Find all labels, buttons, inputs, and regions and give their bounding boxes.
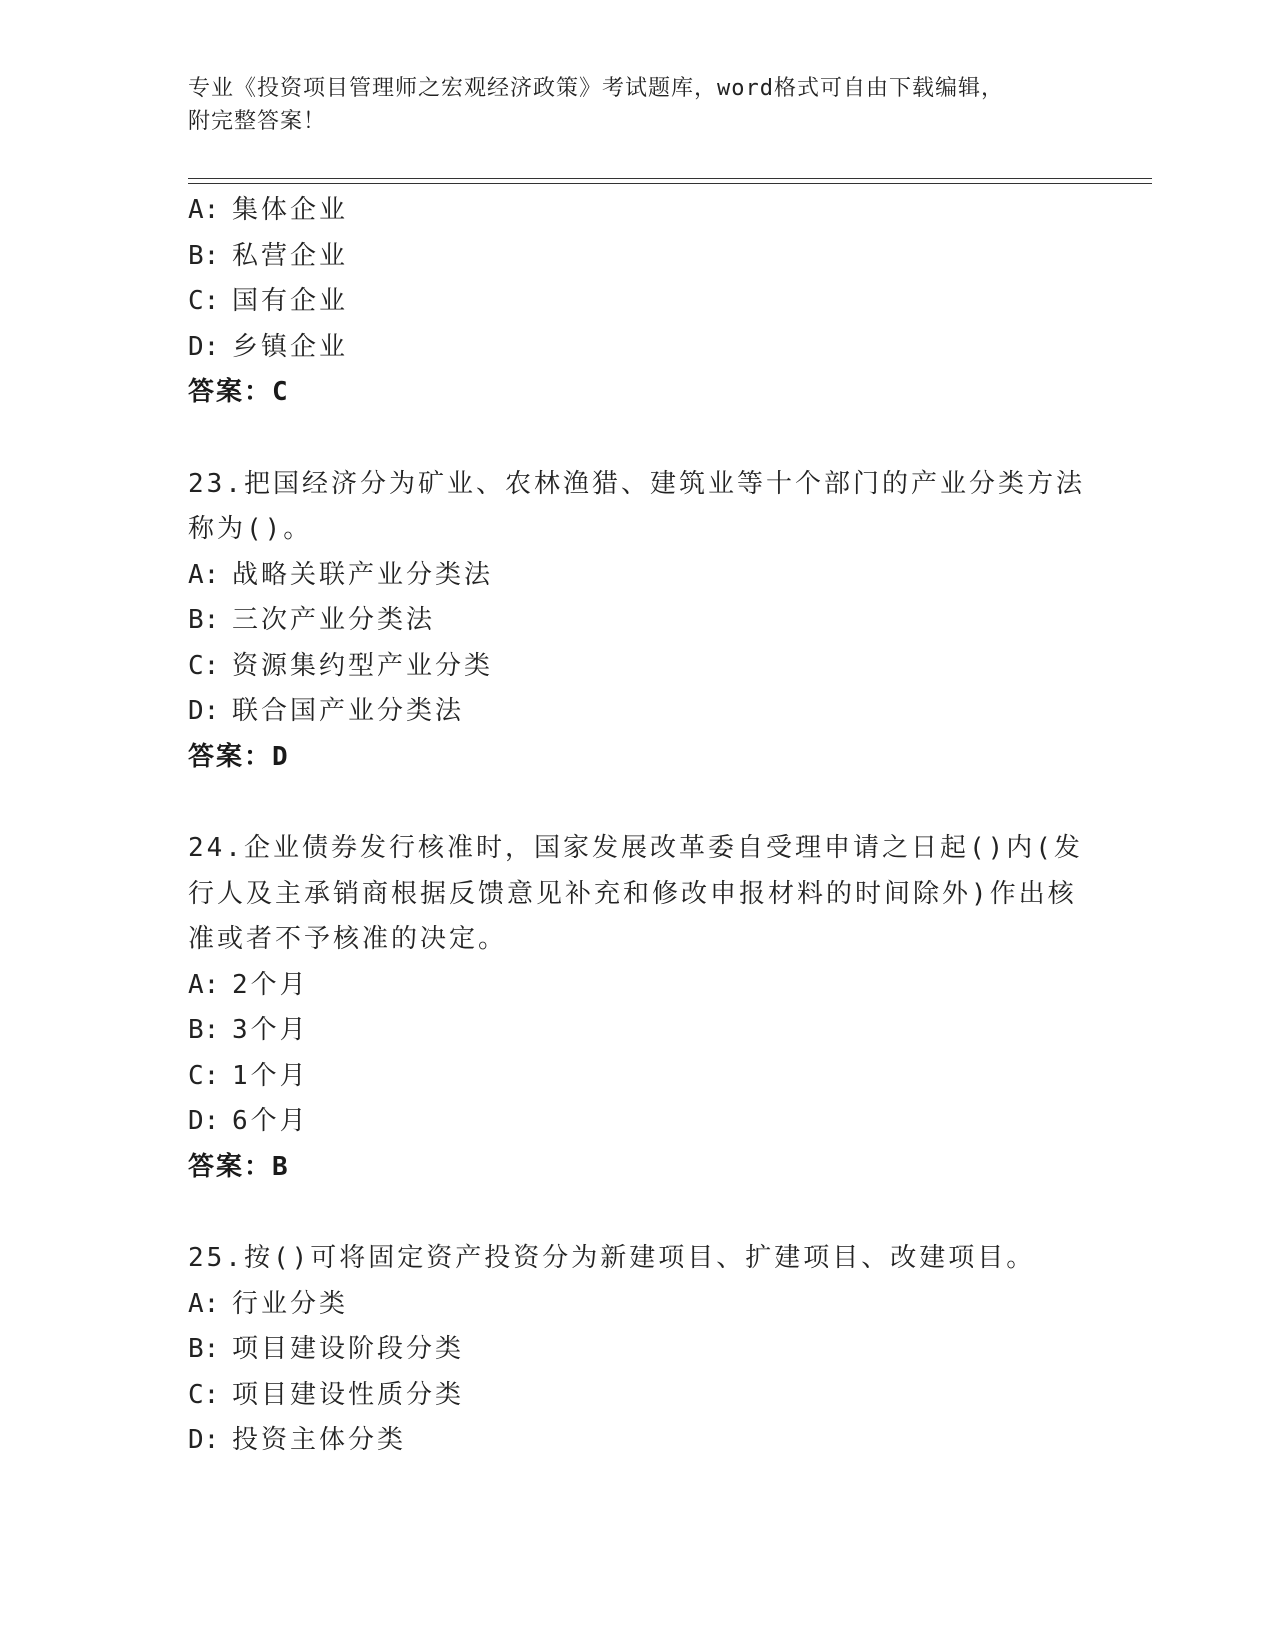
option-text: 6个月 <box>232 1106 309 1136</box>
option-key: A: <box>188 195 220 225</box>
option-text: 联合国产业分类法 <box>232 696 465 726</box>
question-stem <box>188 462 1088 553</box>
stem-line: 23.把国经济分为矿业、农林渔猎、建筑业等十个部门的产业分类方法 <box>188 468 1085 499</box>
option-key: D: <box>188 696 220 726</box>
option-text: 私营企业 <box>232 240 349 271</box>
spacer <box>188 780 1088 826</box>
option-d <box>188 1418 1088 1464</box>
stem-line: 25.按()可将固定资产投资分为新建项目、扩建项目、改建项目。 <box>188 1243 1036 1273</box>
option-text: 资源集约型产业分类 <box>232 650 494 681</box>
question-stem <box>188 1236 1088 1282</box>
option-c <box>188 1054 1088 1100</box>
question-25 <box>188 1236 1088 1464</box>
option-b <box>188 234 1088 280</box>
option-text: 战略关联产业分类法 <box>232 559 494 590</box>
option-c <box>188 644 1088 690</box>
option-key: D: <box>188 1106 220 1136</box>
option-key: B: <box>188 1334 220 1364</box>
question-stem <box>188 826 1088 963</box>
option-key: C: <box>188 1060 220 1091</box>
option-text: 乡镇企业 <box>232 331 349 362</box>
option-a <box>188 553 1088 599</box>
option-d <box>188 325 1088 371</box>
spacer <box>188 416 1088 462</box>
answer-line: 答案：D <box>188 741 290 772</box>
option-key: C: <box>188 1379 220 1410</box>
option-text: 投资主体分类 <box>232 1425 407 1455</box>
option-b <box>188 598 1088 644</box>
option-b <box>188 1008 1088 1054</box>
option-key: D: <box>188 331 220 362</box>
option-key: B: <box>188 605 220 635</box>
option-a <box>188 188 1088 234</box>
header-rule-bottom <box>188 183 1152 184</box>
option-text: 集体企业 <box>232 195 349 225</box>
option-key: A: <box>188 969 220 1000</box>
option-c <box>188 1373 1088 1419</box>
stem-line: 行人及主承销商根据反馈意见补充和修改申报材料的时间除外)作出核 <box>188 878 1077 909</box>
option-a <box>188 1282 1088 1328</box>
option-d <box>188 689 1088 735</box>
option-key: A: <box>188 559 220 590</box>
stem-line: 准或者不予核准的决定。 <box>188 924 508 954</box>
option-key: B: <box>188 240 220 271</box>
question-23 <box>188 462 1088 781</box>
option-key: C: <box>188 286 220 316</box>
option-key: D: <box>188 1425 220 1455</box>
answer-line: 答案：C <box>188 377 290 407</box>
option-text: 项目建设阶段分类 <box>232 1334 465 1364</box>
header-line-1: 专业《投资项目管理师之宏观经济政策》考试题库，word格式可自由下载编辑， <box>188 76 1004 101</box>
answer-line: 答案：B <box>188 1151 290 1182</box>
option-d <box>188 1099 1088 1145</box>
option-text: 1个月 <box>232 1060 309 1091</box>
option-text: 国有企业 <box>232 286 349 316</box>
page-header <box>188 72 1088 138</box>
option-key: C: <box>188 650 220 681</box>
option-text: 项目建设性质分类 <box>232 1379 465 1410</box>
option-c <box>188 279 1088 325</box>
document-body <box>188 188 1088 1464</box>
option-key: A: <box>188 1288 220 1319</box>
option-a <box>188 963 1088 1009</box>
question-22 <box>188 188 1088 416</box>
question-24 <box>188 826 1088 1190</box>
option-text: 行业分类 <box>232 1288 349 1319</box>
option-text: 三次产业分类法 <box>232 605 436 635</box>
spacer <box>188 1190 1088 1236</box>
option-b <box>188 1327 1088 1373</box>
stem-line: 24.企业债券发行核准时，国家发展改革委自受理申请之日起()内(发 <box>188 833 1083 863</box>
header-rule-top <box>188 178 1152 179</box>
option-key: B: <box>188 1015 220 1045</box>
stem-line: 称为()。 <box>188 514 313 544</box>
option-text: 2个月 <box>232 969 309 1000</box>
header-line-2: 附完整答案！ <box>188 109 327 134</box>
option-text: 3个月 <box>232 1015 309 1045</box>
